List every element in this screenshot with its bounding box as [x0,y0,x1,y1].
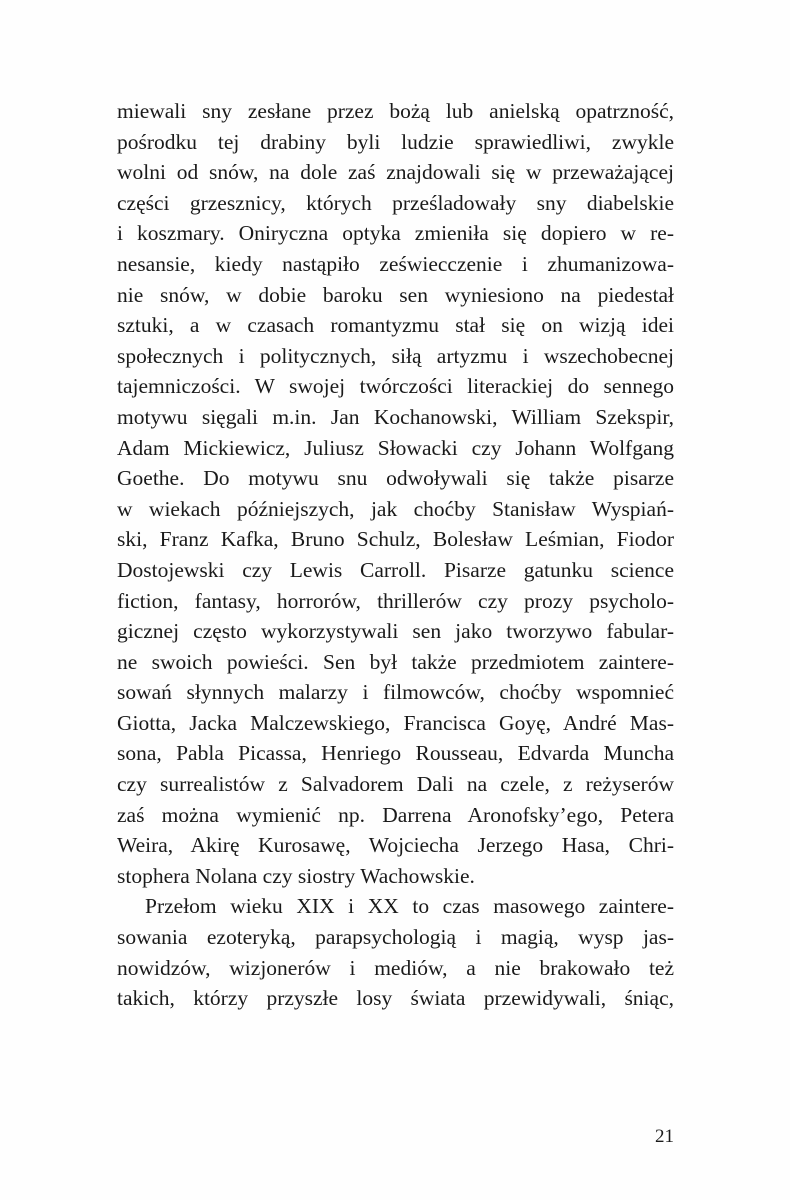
text-line: nie snów, w dobie baroku sen wyniesiono na piedestał [117,282,674,307]
body-text [117,96,674,1014]
text-line: tajemniczości. W swojej twórczości literackiej do sennego [117,374,674,399]
text-line: wolni od snów, na dole zaś znajdowali się w przeważającej [117,160,674,185]
text-line: sowania ezoteryką, parapsychologią i magią, wysp jas- [117,925,674,950]
text-line: miewali sny zesłane przez bożą lub anielską opatrzność, [117,99,674,123]
text-line: czy surrealistów z Salvadorem Dali na czele, z reżyserów [117,772,674,797]
text-line: sona, Pabla Picassa, Henriego Rousseau, Edvarda Muncha [117,741,674,766]
text-line: zaś można wymienić np. Darrena Aronofsky’ego, Petera [117,802,674,827]
text-line: Giotta, Jacka Malczewskiego, Francisca Goyę, André Mas- [117,710,674,735]
paragraph-1 [117,96,674,891]
text-line: sztuki, a w czasach romantyzmu stał się on wizją idei [117,313,674,338]
paragraph-2 [117,891,674,1013]
text-line: nowidzów, wizjonerów i mediów, a nie brakowało też [117,955,674,980]
text-line: części grzesznicy, których prześladowały sny diabelskie [117,190,674,215]
text-line: Weira, Akirę Kurosawę, Wojciecha Jerzego Hasa, Chri- [117,833,674,858]
text-line: ski, Franz Kafka, Bruno Schulz, Bolesław Leśmian, Fiodor [117,527,674,552]
text-line: Dostojewski czy Lewis Carroll. Pisarze gatunku science [117,557,674,582]
text-line: ne swoich powieści. Sen był także przedmiotem zaintere- [117,649,674,674]
text-line: nesansie, kiedy nastąpiło zeświecczenie i zhumanizowa- [117,251,674,276]
text-line: Goethe. Do motywu snu odwoływali się także pisarze [117,466,674,491]
page-number: 21 [655,1126,674,1147]
text-line: społecznych i politycznych, siłą artyzmu i wszechobecnej [117,343,674,368]
text-line: motywu sięgali m.in. Jan Kochanowski, William Szekspir, [117,404,674,429]
text-line: pośrodku tej drabiny byli ludzie sprawiedliwi, zwykle [117,129,674,154]
text-line: takich, którzy przyszłe losy świata przewidywali, śniąc, [117,986,674,1011]
text-line: Przełom wieku XIX i XX to czas masowego zaintere- [145,894,674,919]
text-line: sowań słynnych malarzy i filmowców, choćby wspomnieć [117,680,674,705]
text-line: w wiekach późniejszych, jak choćby Stanisław Wyspiań- [117,496,674,521]
text-line: gicznej często wykorzystywali sen jako tworzywo fabular- [117,619,674,644]
text-line: i koszmary. Oniryczna optyka zmieniła się dopiero w re- [117,221,674,246]
text-line: fiction, fantasy, horrorów, thrillerów czy prozy psycholo- [117,588,674,613]
text-line: Adam Mickiewicz, Juliusz Słowacki czy Johann Wolfgang [117,435,674,460]
text-line: stophera Nolana czy siostry Wachowskie. [117,863,475,888]
